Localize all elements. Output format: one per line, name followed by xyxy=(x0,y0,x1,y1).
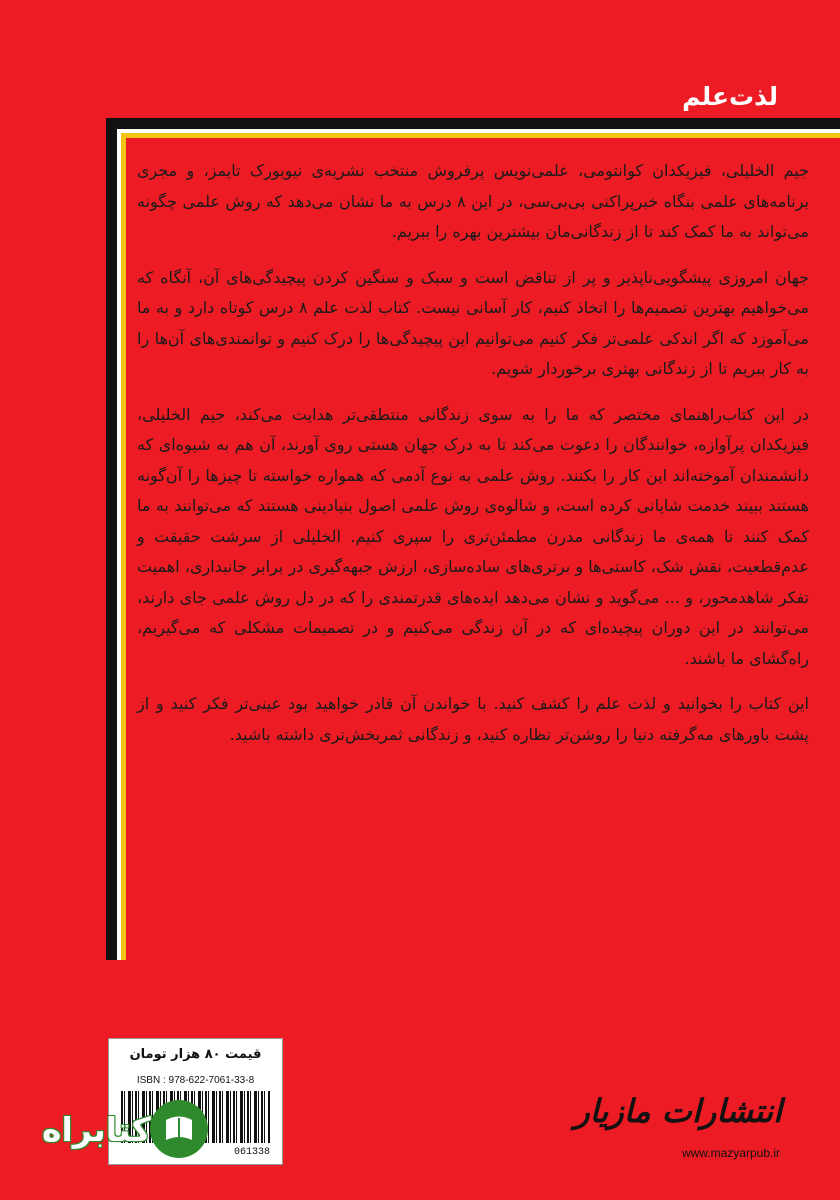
border-stripe-yellow xyxy=(121,133,840,138)
blurb-paragraph-3: در این کتاب‌راهنمای مختصر که ما را به سوی زندگانی منتطقی‌تر هدایت می‌کند، جیم الخلیلی، فیزیکدان پرآوازه، خوانندگان را دعوت می‌کند تا به درک جهان هستی روی آورند، آن هم به شیوه‌ای که دانشمندان آموخته‌اند این کار را بکنند. روش علمی به نوع آدمی که همواره خواسته تا چیزها را آن‌گونه هستند ببیند خدمت شایانی کرده است، و شالوه‌ی روش علمی اصول بنیادینی هستند که می‌توانند به ما کمک کنند تا همه‌ی ما زندگانی مدرن مطمئن‌تری را سپری کنیم. الخلیلی از سرشت حقیقت و عدم‌قطعیت، نقش شک، کاستی‌ها و برتری‌های ساده‌سازی، ارزش جبهه‌گیری در برابر جانبداری، اهمیت تفکر شاهدمحور، و ... می‌گوید و نشان می‌دهد ایده‌های قدرتمندی را که در دل روش علمی جای دارند، می‌توانند در این دوران پیچیده‌ای که در آن زندگی می‌کنیم و در تصمیمات مشکلی که می‌گیریم، راه‌گشای ما باشند. xyxy=(137,404,809,668)
border-stripe-black xyxy=(106,118,840,129)
border-stripe-yellow-vertical xyxy=(121,133,126,960)
store-logo-text: کتابراه xyxy=(42,1110,151,1149)
store-logo-icon xyxy=(148,1098,210,1160)
blurb-paragraph-1: جیم الخلیلی، فیزیکدان کوانتومی، علمی‌نویس پرفروش منتخب نشریه‌ی نیویورک تایمز، و مجری برنامه‌های علمی بنگاه خبرپراکنی بی‌بی‌سی، در این ۸ درس به ما نشان می‌دهد که روش علمی چگونه می‌تواند به ما کمک کند تا از زندگانی‌مان بیشترین بهره را ببریم. xyxy=(137,161,810,241)
publisher-logo: انتشارات مازیار xyxy=(574,1092,782,1130)
blurb-paragraph-2: جهان امروزی پیشگویی‌ناپذیر و پر از تناقض است و سبک و سنگین کردن پیچیدگی‌های آن، آنگاه که می‌خواهیم بهترین تصمیم‌ها را اتخاذ کنیم، کار آسانی نیست. کتاب لذت علم ۸ درس کوتاه دارد و به ما می‌آموزد که اگر اندکی علمی‌تر فکر کنیم می‌توانیم این پیچیدگی‌ها را درک کنیم و توانمندی‌های آن‌ها را به کار ببریم تا از زندگانی بهتری برخوردار شویم. xyxy=(137,267,810,378)
publisher-url: www.mazyarpub.ir xyxy=(681,1146,780,1160)
series-title: لذت‌علم xyxy=(682,82,778,111)
price-label: قیمت ۸۰ هزار تومان xyxy=(129,1047,262,1062)
back-cover-blurb xyxy=(137,156,809,765)
blurb-paragraph-4: این کتاب را بخوانید و لذت علم را کشف کنید. با خواندن آن قادر خواهید بود عینی‌تر فکر کنید و از پشت باورهای مه‌گرفته دنیا را روشن‌تر نظاره کنید، و زندگانی ثمربخش‌تری داشته باشید. xyxy=(137,694,809,744)
border-stripe-black-vertical xyxy=(106,118,117,960)
isbn-label: ISBN : 978-622-7061-33-8 xyxy=(136,1075,255,1086)
barcode-digits: 061338 xyxy=(233,1147,270,1158)
